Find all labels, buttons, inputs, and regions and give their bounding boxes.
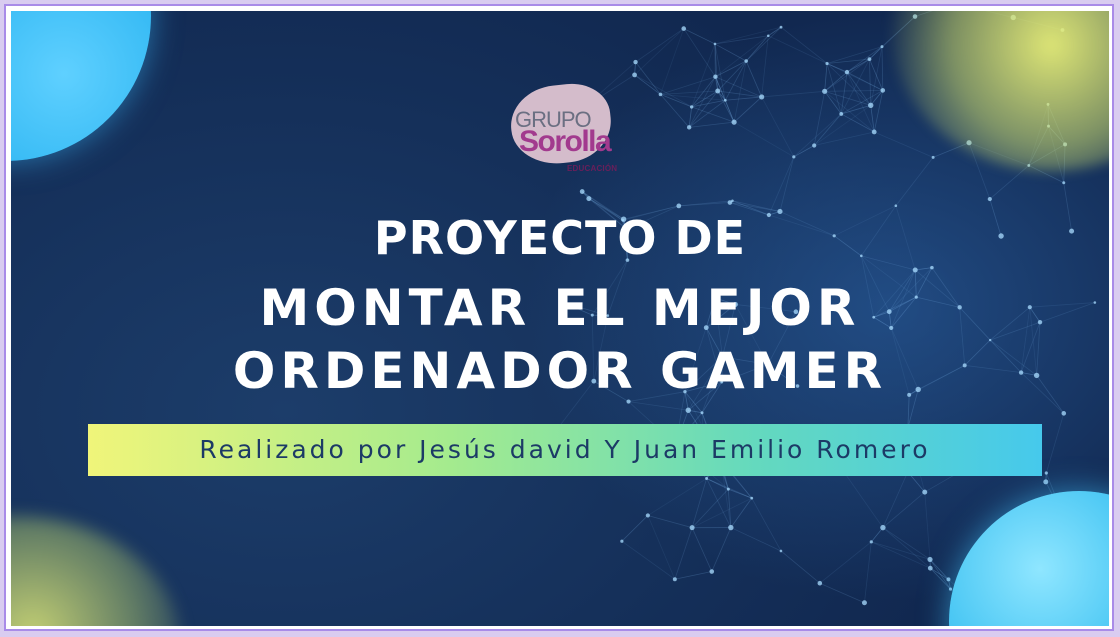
- subtitle-text: Realizado por Jesús david Y Juan Emilio Romero: [199, 435, 931, 464]
- title-line-1: PROYECTO DE: [373, 211, 747, 265]
- slide-frame: [4, 4, 1114, 631]
- logo-text-grupo: GRUPO: [515, 107, 591, 132]
- title-slide: [11, 11, 1109, 626]
- subtitle-banner: [88, 424, 1042, 476]
- logo-text-sorolla: Sorolla: [519, 125, 611, 158]
- grupo-sorolla-logo: [509, 85, 629, 177]
- title-line-2: MONTAR EL MEJOR: [259, 279, 861, 337]
- title-line-3: ORDENADOR GAMER: [232, 342, 888, 400]
- logo-text-educacion: EDUCACIÓN: [567, 164, 618, 173]
